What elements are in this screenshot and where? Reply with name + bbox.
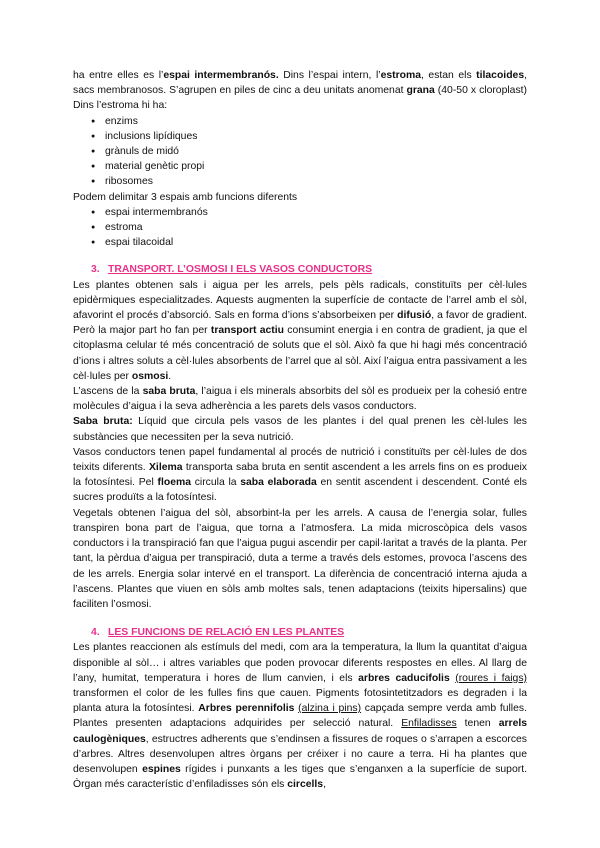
paragraph-absorption: Les plantes obtenen sals i aigua per les arrels, pels pèls radicals, constituïts per cèl·lules epidèrmiques especialitzades. Aquests augmenten la superfície de contacte de l’arrel amb el sòl, afavorint el procés d’absorció. Sals en forma d’ions s’absorbeixen per difusió, a favor de gradient. Però la major part ho fan per transport actiu consumint energia i en contra de gradient, ja que el citoplasma celular té més concentració de soluts que el sòl. Això fa que hi hagi més concentració d’ions i altres soluts a cèl·lules absorbents de l’arrel que al sòl. Així l’aigua entra passivament a les cèl·lules per osmosi. <box>73 279 527 382</box>
paragraph-saba-ascens: L’ascens de la saba bruta, l’aigua i els minerals absorbits del sòl es produeix per la cohesió entre molècules d’aigua i la seva adherència a les parets dels vasos conductors. <box>73 386 527 413</box>
list-item: ● inclusions lipídiques <box>91 129 527 144</box>
list-item: ● espai tilacoidal <box>91 235 527 250</box>
document-page <box>73 68 527 792</box>
list-item: ● material genètic propi <box>91 159 527 174</box>
paragraph-spaces: Podem delimitar 3 espais amb funcions diferents <box>73 191 298 203</box>
paragraph-saba-definition: Saba bruta: Líquid que circula pels vasos de les plantes i del qual prenen les cèl·lules les substàncies que necessiten per la seva nutrició. <box>73 416 527 443</box>
list-item: ● ribosomes <box>91 174 527 189</box>
stroma-list <box>73 114 527 190</box>
paragraph-chloroplast: ha entre elles es l’espai intermembranós. Dins l’espai intern, l’estroma, estan els tilacoides, sacs membranosos. S’agrupen en piles de cinc a deu unitats anomenat grana (40-50 x cloroplast) Dins l’estroma hi ha: <box>73 70 527 112</box>
spaces-list <box>73 205 527 251</box>
section-heading-relation: 4. LES FUNCIONS DE RELACIÓ EN LES PLANTES <box>91 627 345 639</box>
list-item: ● espai intermembranós <box>91 205 527 220</box>
paragraph-vessels: Vasos conductors tenen papel fundamental al procés de nutrició i constituïts per cèl·lules de dos teixits diferents. Xilema transporta saba bruta en sentit ascendent a les arrels fins on es produeix la fotosíntesi. Pel floema circula la saba elaborada en sentit ascendent i descendent. Conté els sucres produïts a la fotosíntesi. <box>73 446 527 504</box>
paragraph-relation: Les plantes reaccionen als estímuls del medi, com ara la temperatura, la llum la quantitat d’aigua disponible al sòl… i altres variables que poden provocar diferents respostes en elles. Al llarg de l’any, humitat, temperatura i hores de llum canvien, i els arbres caducifolis (roures i faigs) transformen el color de les fulles fins que cauen. Pigments fotosintetitzadors es degraden i la planta atura la fotosíntesi. Arbres perennifolis (alzina i pins) capçada sempre verda amb fulles. Plantes presenten adaptacions adquirides per selecció natural. Enfiladisses tenen arrels caulogèniques, estructres adherents que s’endinsen a fissures de roques o s’arrapen a escorces d’arbres. Altres desenvolupen altres òrgans per créixer i no caure a terra. Hi ha plantes que desenvolupen espines rígides i punxants a les tiges que s’enganxen a la superfície de suport. Òrgan més característic d’enfiladisses són els circells, <box>73 642 528 791</box>
list-item: ● enzims <box>91 114 527 129</box>
paragraph-transpiration: Vegetals obtenen l’aigua del sòl, absorbint-la per les arrels. A causa de l’energia solar, fulles transpiren bona part de l’aigua, que torna a l’atmosfera. La mida microscòpica dels vasos conductors i la transpiració fan que l’aigua pugui ascendir per capil·laritat a través de la planta. Per tant, la pèrdua d’aigua per transpiració, duta a terme a través dels estomes, provoca l’ascens des de les arrels. Energia solar intervé en el transport. La diferència de concentració interna ajuda a l’ascens. Plantes que viuen en sòls amb moltes sals, tenen adaptacions (teixits hipersalins) que faciliten l’osmosi. <box>73 507 527 610</box>
list-item: ● grànuls de midó <box>91 144 527 159</box>
list-item: ● estroma <box>91 220 527 235</box>
section-heading-transport: 3. TRANSPORT. L’OSMOSI I ELS VASOS CONDUCTORS <box>91 264 373 276</box>
